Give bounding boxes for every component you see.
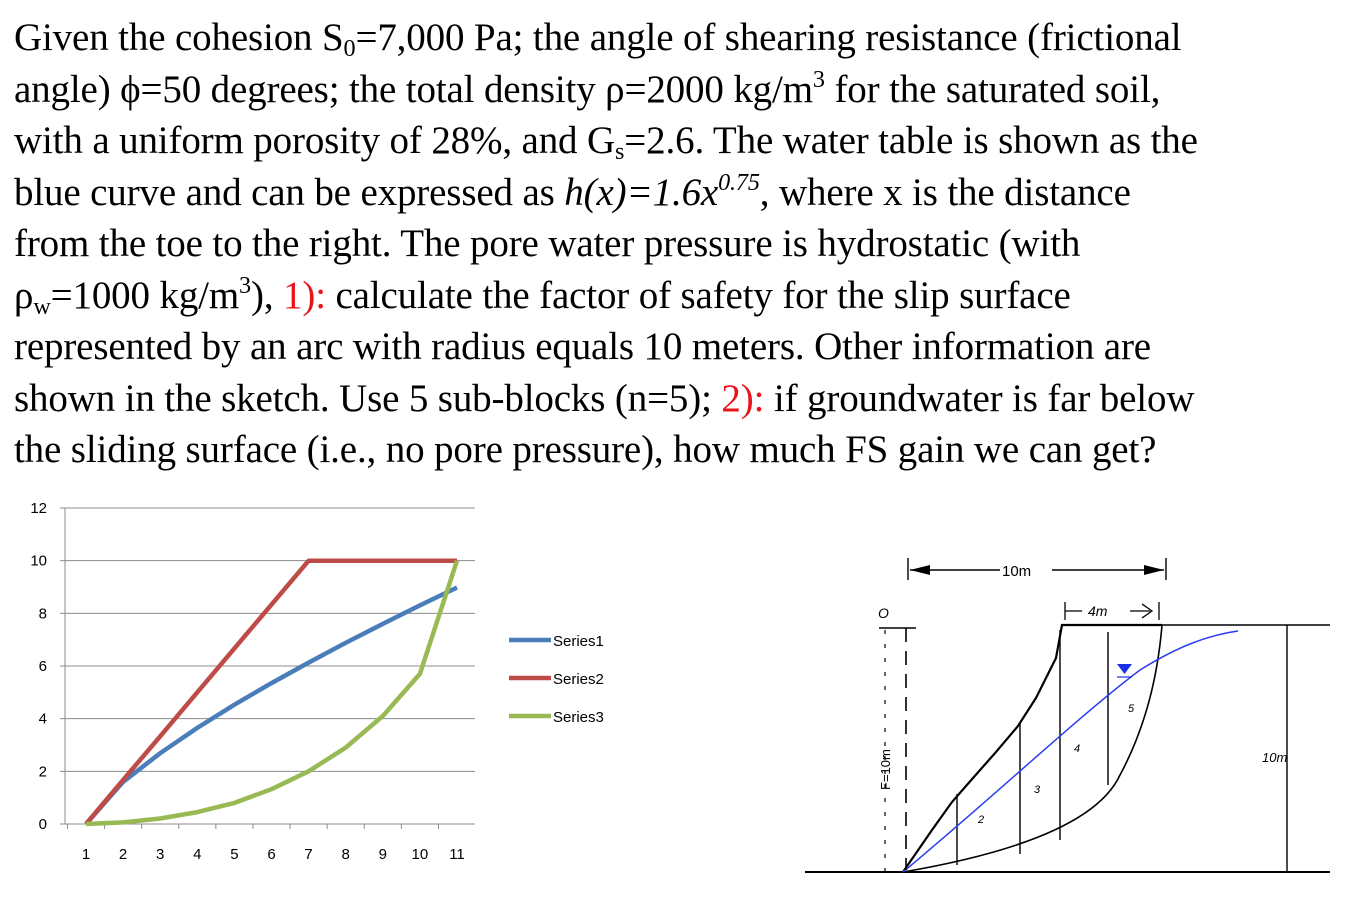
chart-series [86,561,457,824]
slope-face [903,625,1162,872]
text-run: if groundwater is far below [764,376,1195,420]
text-run: ), [250,273,284,317]
problem-line-7: represented by an arc with radius equals 10 meters. Other information are [14,325,1151,368]
problem-line-2 [14,64,1344,116]
problem-line-9: the sliding surface (i.e., no pore pressure), how much FS gain we can get? [14,428,1157,471]
water-table-symbol [1117,664,1132,674]
problem-line-4 [14,167,1344,219]
legend-label: Series2 [553,671,604,688]
y-tick-label: 10 [30,552,47,570]
x-tick-label: 7 [304,846,313,863]
text-run: calculate the factor of safety for the slip surface [325,273,1071,317]
slope-sketch [790,540,1340,885]
text-run: =2.6. The water table is shown as the [624,119,1198,162]
line-chart [0,488,680,878]
top-dim-label: 10m [1002,563,1032,580]
center-label: O [878,605,889,621]
slice-label: 2 [978,814,985,826]
text-run: angle) ϕ=50 degrees; the total density ρ=2000 kg/m [14,67,813,111]
problem-statement [14,12,1344,476]
series-line-3 [86,561,457,824]
chart-gridlines [65,508,475,771]
legend-label: Series1 [553,633,604,650]
subscript: 0 [343,35,356,62]
chart-legend [509,633,604,726]
slice-label: 5 [1128,703,1135,715]
problem-line-5: from the toe to the right. The pore water pressure is hydrostatic (with [14,222,1081,265]
part-1-label: 1): [283,273,326,317]
top-dim-arrow-right [1144,565,1164,575]
y-tick-label: 2 [38,763,47,781]
subscript: s [615,138,625,165]
y-tick-label: 0 [38,816,47,833]
text-run: blue curve and can be expressed as [14,170,565,214]
x-tick-label: 2 [118,846,128,863]
superscript: 3 [812,65,825,93]
slice-label: 3 [1034,784,1041,796]
water-table-formula: h(x)=1.6x [564,170,719,214]
text-run: shown in the sketch. Use 5 sub-blocks (n=5); [14,376,722,420]
x-tick-label: 10 [411,846,429,863]
problem-line-6 [14,270,1344,322]
problem-line-3 [14,115,1344,167]
slice-label: 4 [1074,743,1081,755]
text-run: , where x is the distance [759,170,1131,214]
x-tick-label: 3 [156,846,165,863]
x-tick-label: 8 [341,846,350,863]
y-tick-label: 4 [38,710,47,728]
x-tick-label: 6 [267,846,276,863]
problem-line-8 [14,373,1344,425]
x-tick-label: 5 [230,846,239,863]
x-tick-label: 9 [378,846,387,863]
x-tick-label: 11 [449,846,465,863]
text-run: with a uniform porosity of 28%, and G [14,119,616,162]
water-table-curve [903,631,1238,872]
problem-line-1 [14,12,1344,64]
superscript: 3 [239,271,251,299]
y-tick-label: 6 [38,658,47,675]
text-run: =1000 kg/m [50,273,240,317]
legend-label: Series3 [553,709,604,726]
subscript: w [33,292,51,320]
superscript: 0.75 [718,168,760,196]
slip-arc [903,625,1162,872]
part-2-label: 2): [721,376,765,420]
text-run: ρ [14,273,34,317]
y-tick-label: 12 [30,500,47,517]
right-height-label: 10m [1262,750,1288,765]
x-tick-label: 4 [193,846,202,863]
crest-dim-label: 4m [1088,603,1108,619]
text-run: for the saturated soil, [824,67,1161,111]
text-run: Given the cohesion S [14,16,344,59]
text-run: =7,000 Pa; the angle of shearing resistance (frictional [355,16,1182,59]
top-dim-arrow-left [910,565,930,575]
y-tick-label: 8 [38,605,47,623]
left-height-label: F=10m [878,749,893,790]
x-tick-label: 1 [81,846,91,863]
